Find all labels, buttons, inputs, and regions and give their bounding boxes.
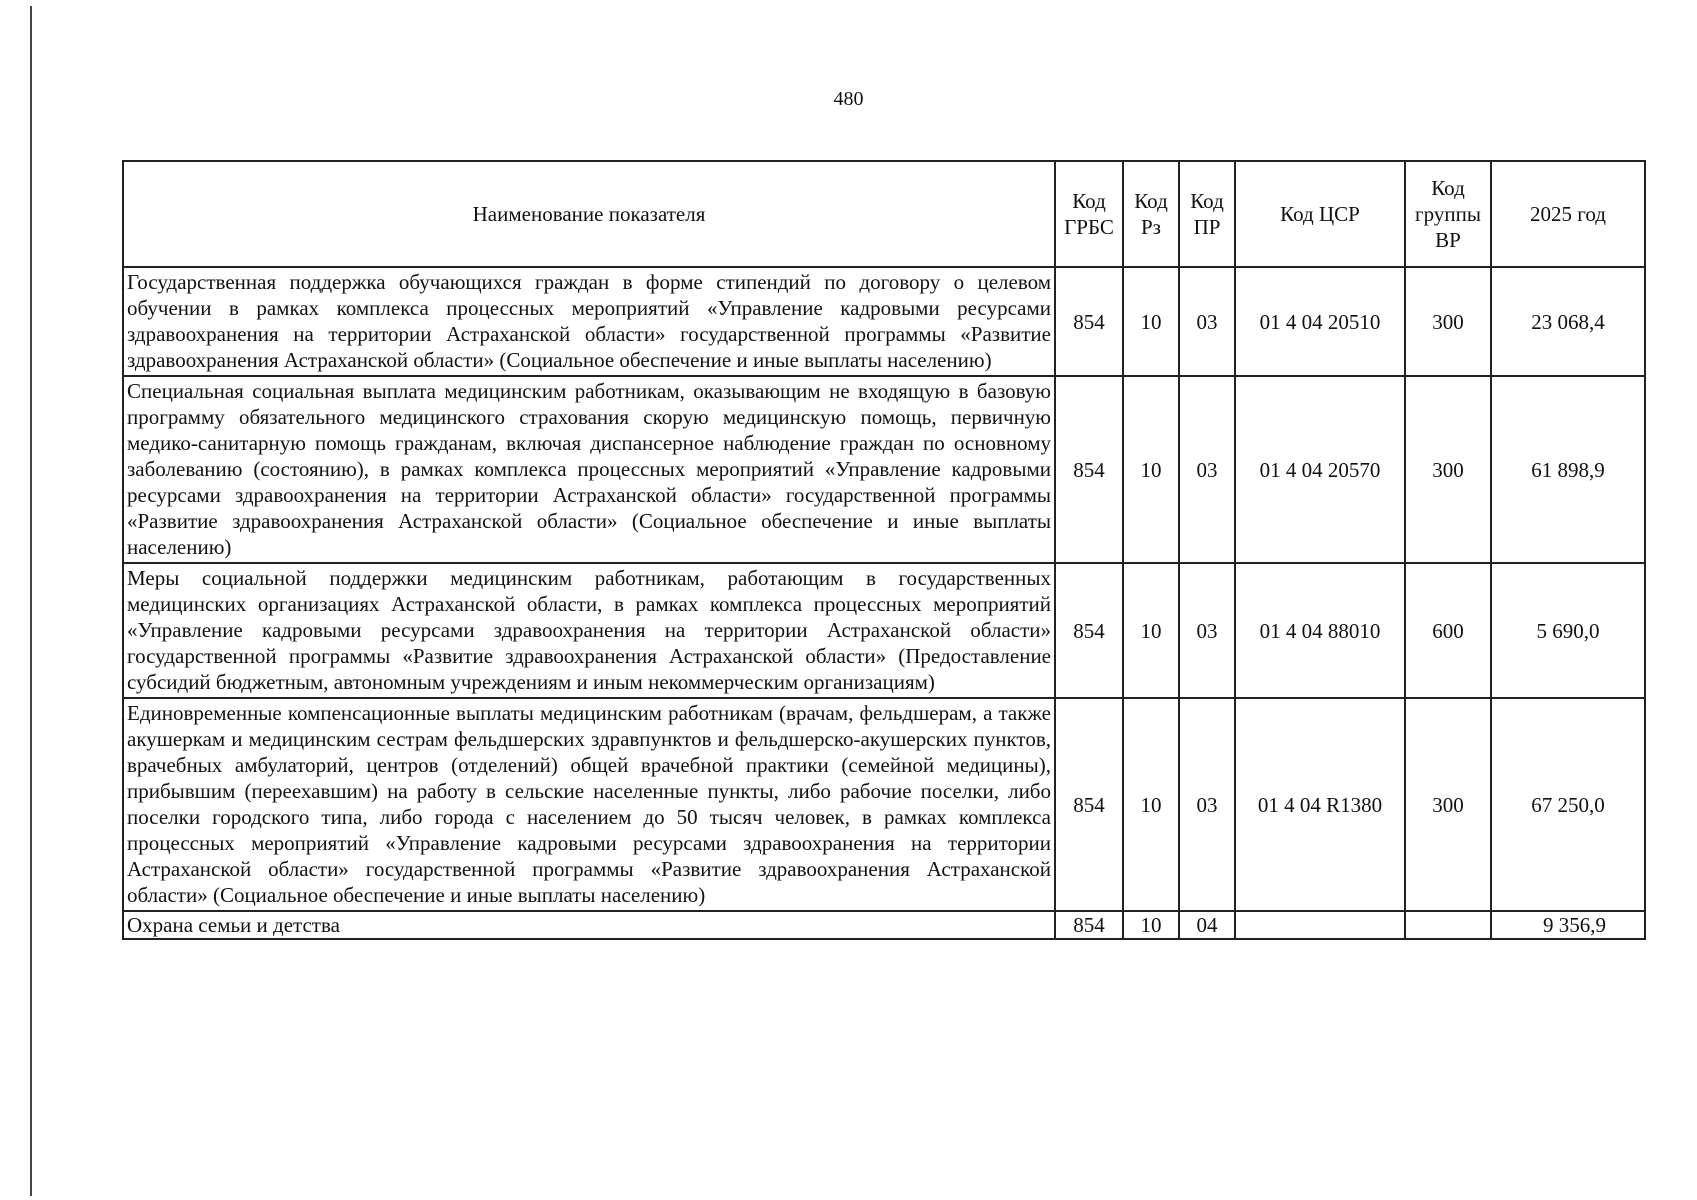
row-rz: 10 xyxy=(1123,376,1179,563)
row-name: Меры социальной поддержки медицинским работникам, работающим в государственных медицинских организациях Астраханской области, в рамках комплекса процессных мероприятий «Управление кадровыми ресурсами здравоохранения на территории Астраханской области» государственной программы «Развитие здравоохранения Астраханской области» (Предоставление субсидий бюджетным, автономным учреждениям и иным некоммерческим организациям) xyxy=(123,563,1055,698)
row-amount: 61 898,9 xyxy=(1491,376,1645,563)
row-csr xyxy=(1235,911,1405,939)
row-amount: 67 250,0 xyxy=(1491,698,1645,911)
row-pr: 03 xyxy=(1179,267,1235,376)
row-amount: 23 068,4 xyxy=(1491,267,1645,376)
row-pr: 04 xyxy=(1179,911,1235,939)
header-name: Наименование показателя xyxy=(123,161,1055,267)
header-pr: Код ПР xyxy=(1179,161,1235,267)
row-name: Единовременные компенсационные выплаты медицинским работникам (врачам, фельдшерам, а также акушеркам и медицинским сестрам фельдшерских здравпунктов и фельдшерско-акушерских пунктов, врачебных амбулаторий, центров (отделений) общей врачебной практики (семейной медицины), прибывшим (переехавшим) на работу в сельские населенные пункты, либо рабочие поселки, либо поселки городского типа, либо города с населением до 50 тысяч человек, в рамках комплекса процессных мероприятий «Управление кадровыми ресурсами здравоохранения на территории Астраханской области» государственной программы «Развитие здравоохранения Астраханской области» (Социальное обеспечение и иные выплаты населению) xyxy=(123,698,1055,911)
row-vr: 600 xyxy=(1405,563,1491,698)
table-row xyxy=(123,698,1645,911)
budget-table xyxy=(122,160,1646,940)
row-vr xyxy=(1405,911,1491,939)
row-rz: 10 xyxy=(1123,911,1179,939)
row-csr: 01 4 04 20570 xyxy=(1235,376,1405,563)
header-csr: Код ЦСР xyxy=(1235,161,1405,267)
row-csr: 01 4 04 R1380 xyxy=(1235,698,1405,911)
row-name: Специальная социальная выплата медицинским работникам, оказывающим не входящую в базовую программу обязательного медицинского страхования скорую медицинскую помощь, первичную медико-санитарную помощь гражданам, включая диспансерное наблюдение граждан по основному заболеванию (состоянию), в рамках комплекса процессных мероприятий «Управление кадровыми ресурсами здравоохранения на территории Астраханской области» государственной программы «Развитие здравоохранения Астраханской области» (Социальное обеспечение и иные выплаты населению) xyxy=(123,376,1055,563)
row-grbs: 854 xyxy=(1055,267,1123,376)
table-header-row xyxy=(123,161,1645,267)
row-grbs: 854 xyxy=(1055,698,1123,911)
row-rz: 10 xyxy=(1123,267,1179,376)
row-amount: 5 690,0 xyxy=(1491,563,1645,698)
row-vr: 300 xyxy=(1405,698,1491,911)
row-vr: 300 xyxy=(1405,267,1491,376)
table-row xyxy=(123,376,1645,563)
header-grbs: Код ГРБС xyxy=(1055,161,1123,267)
row-rz: 10 xyxy=(1123,698,1179,911)
row-name: Государственная поддержка обучающихся граждан в форме стипендий по договору о целевом обучении в рамках комплекса процессных мероприятий «Управление кадровыми ресурсами здравоохранения на территории Астраханской области» государственной программы «Развитие здравоохранения Астраханской области» (Социальное обеспечение и иные выплаты населению) xyxy=(123,267,1055,376)
table-row xyxy=(123,267,1645,376)
row-pr: 03 xyxy=(1179,563,1235,698)
row-grbs: 854 xyxy=(1055,563,1123,698)
table-row xyxy=(123,563,1645,698)
table-row xyxy=(123,911,1645,939)
row-name: Охрана семьи и детства xyxy=(123,911,1055,939)
row-rz: 10 xyxy=(1123,563,1179,698)
header-rz: Код Рз xyxy=(1123,161,1179,267)
row-grbs: 854 xyxy=(1055,911,1123,939)
row-amount: 9 356,9 xyxy=(1491,911,1645,939)
header-year: 2025 год xyxy=(1491,161,1645,267)
row-csr: 01 4 04 20510 xyxy=(1235,267,1405,376)
row-grbs: 854 xyxy=(1055,376,1123,563)
row-pr: 03 xyxy=(1179,376,1235,563)
header-vr: Код группы ВР xyxy=(1405,161,1491,267)
page-number: 480 xyxy=(833,88,864,110)
scan-margin-line xyxy=(30,6,32,1196)
row-csr: 01 4 04 88010 xyxy=(1235,563,1405,698)
row-vr: 300 xyxy=(1405,376,1491,563)
row-pr: 03 xyxy=(1179,698,1235,911)
